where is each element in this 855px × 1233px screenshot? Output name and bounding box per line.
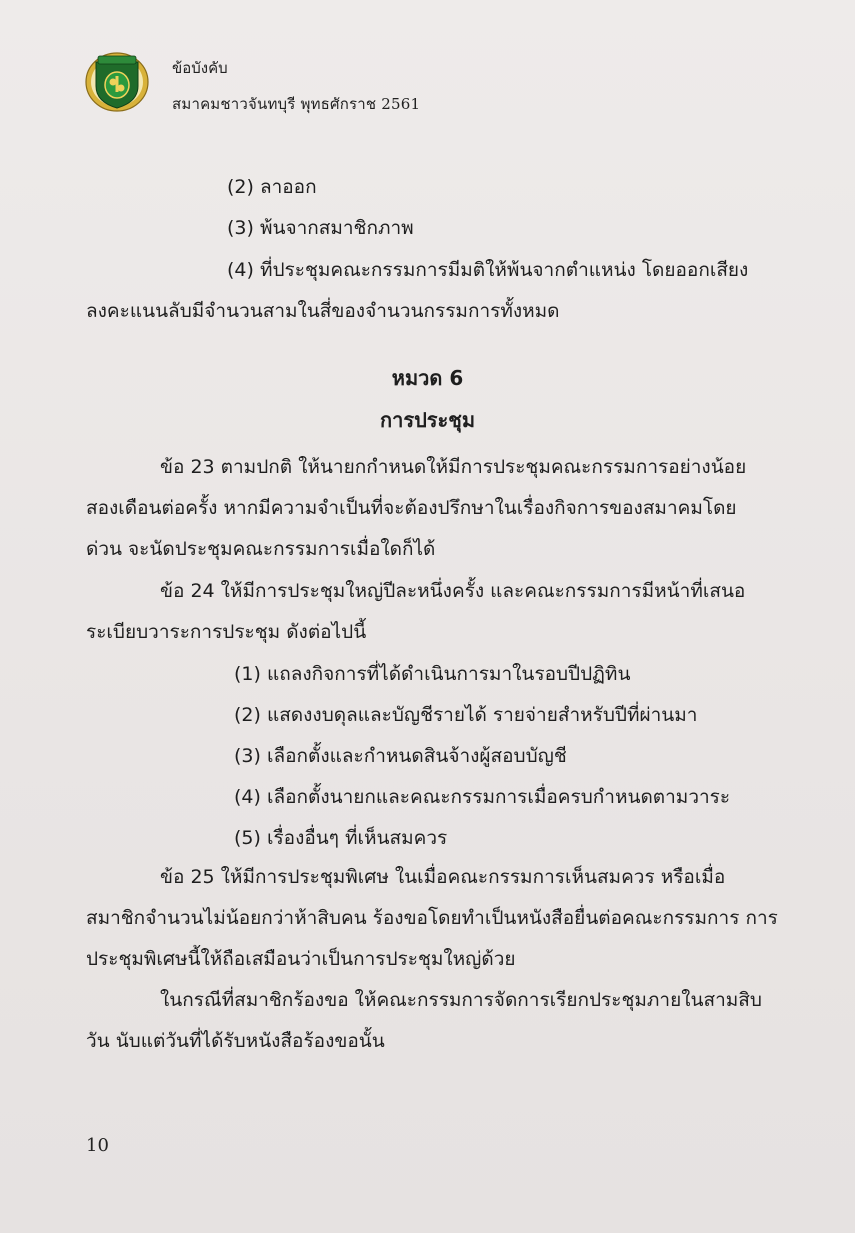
list-item: (2) ลาออก: [227, 176, 317, 198]
paragraph-line: วัน นับแต่วันที่ได้รับหนังสือร้องขอนั้น: [86, 1030, 385, 1052]
section-heading: หมวด 6: [391, 366, 464, 390]
clause-25-line: สมาชิกจำนวนไม่น้อยกว่าห้าสิบคน ร้องขอโดยทำเป็นหนังสือยื่นต่อคณะกรรมการ การ: [86, 907, 778, 929]
section-title: การประชุม: [379, 408, 476, 432]
agenda-item: (3) เลือกตั้งและกำหนดสินจ้างผู้สอบบัญชี: [234, 745, 567, 767]
clause-24-line: ระเบียบวาระการประชุม ดังต่อไปนี้: [86, 621, 367, 643]
clause-25-line: ข้อ 25 ให้มีการประชุมพิเศษ ในเมื่อคณะกรรมการเห็นสมควร หรือเมื่อ: [160, 866, 726, 888]
agenda-item: (4) เลือกตั้งนายกและคณะกรรมการเมื่อครบกำหนดตามวาระ: [234, 786, 731, 808]
clause-23-line: ด่วน จะนัดประชุมคณะกรรมการเมื่อใดก็ได้: [86, 538, 436, 560]
header-title: ข้อบังคับ: [172, 59, 228, 77]
clause-23-line: สองเดือนต่อครั้ง หากมีความจำเป็นที่จะต้องปรึกษาในเรื่องกิจการของสมาคมโดย: [86, 497, 737, 519]
paragraph-line: ในกรณีที่สมาชิกร้องขอ ให้คณะกรรมการจัดการเรียกประชุมภายในสามสิบ: [160, 989, 762, 1011]
page-number: 10: [86, 1135, 109, 1156]
clause-23-line: ข้อ 23 ตามปกติ ให้นายกกำหนดให้มีการประชุมคณะกรรมการอย่างน้อย: [160, 456, 747, 478]
agenda-item: (2) แสดงงบดุลและบัญชีรายได้ รายจ่ายสำหรับปีที่ผ่านมา: [234, 704, 698, 726]
association-emblem-icon: [84, 48, 150, 114]
clause-24-line: ข้อ 24 ให้มีการประชุมใหญ่ปีละหนึ่งครั้ง และคณะกรรมการมีหน้าที่เสนอ: [160, 580, 746, 602]
list-item: (3) พ้นจากสมาชิกภาพ: [227, 217, 414, 239]
list-item: (4) ที่ประชุมคณะกรรมการมีมติให้พ้นจากตำแหน่ง โดยออกเสียง: [227, 259, 749, 281]
agenda-item: (5) เรื่องอื่นๆ ที่เห็นสมควร: [234, 827, 448, 849]
header-subtitle: สมาคมชาวจันทบุรี พุทธศักราช 2561: [172, 95, 421, 113]
paragraph-line: ลงคะแนนลับมีจำนวนสามในสี่ของจำนวนกรรมการทั้งหมด: [86, 300, 560, 322]
clause-25-line: ประชุมพิเศษนี้ให้ถือเสมือนว่าเป็นการประชุมใหญ่ด้วย: [86, 948, 516, 970]
agenda-item: (1) แถลงกิจการที่ได้ดำเนินการมาในรอบปีปฏิทิน: [234, 663, 631, 685]
page-header: [84, 42, 504, 122]
